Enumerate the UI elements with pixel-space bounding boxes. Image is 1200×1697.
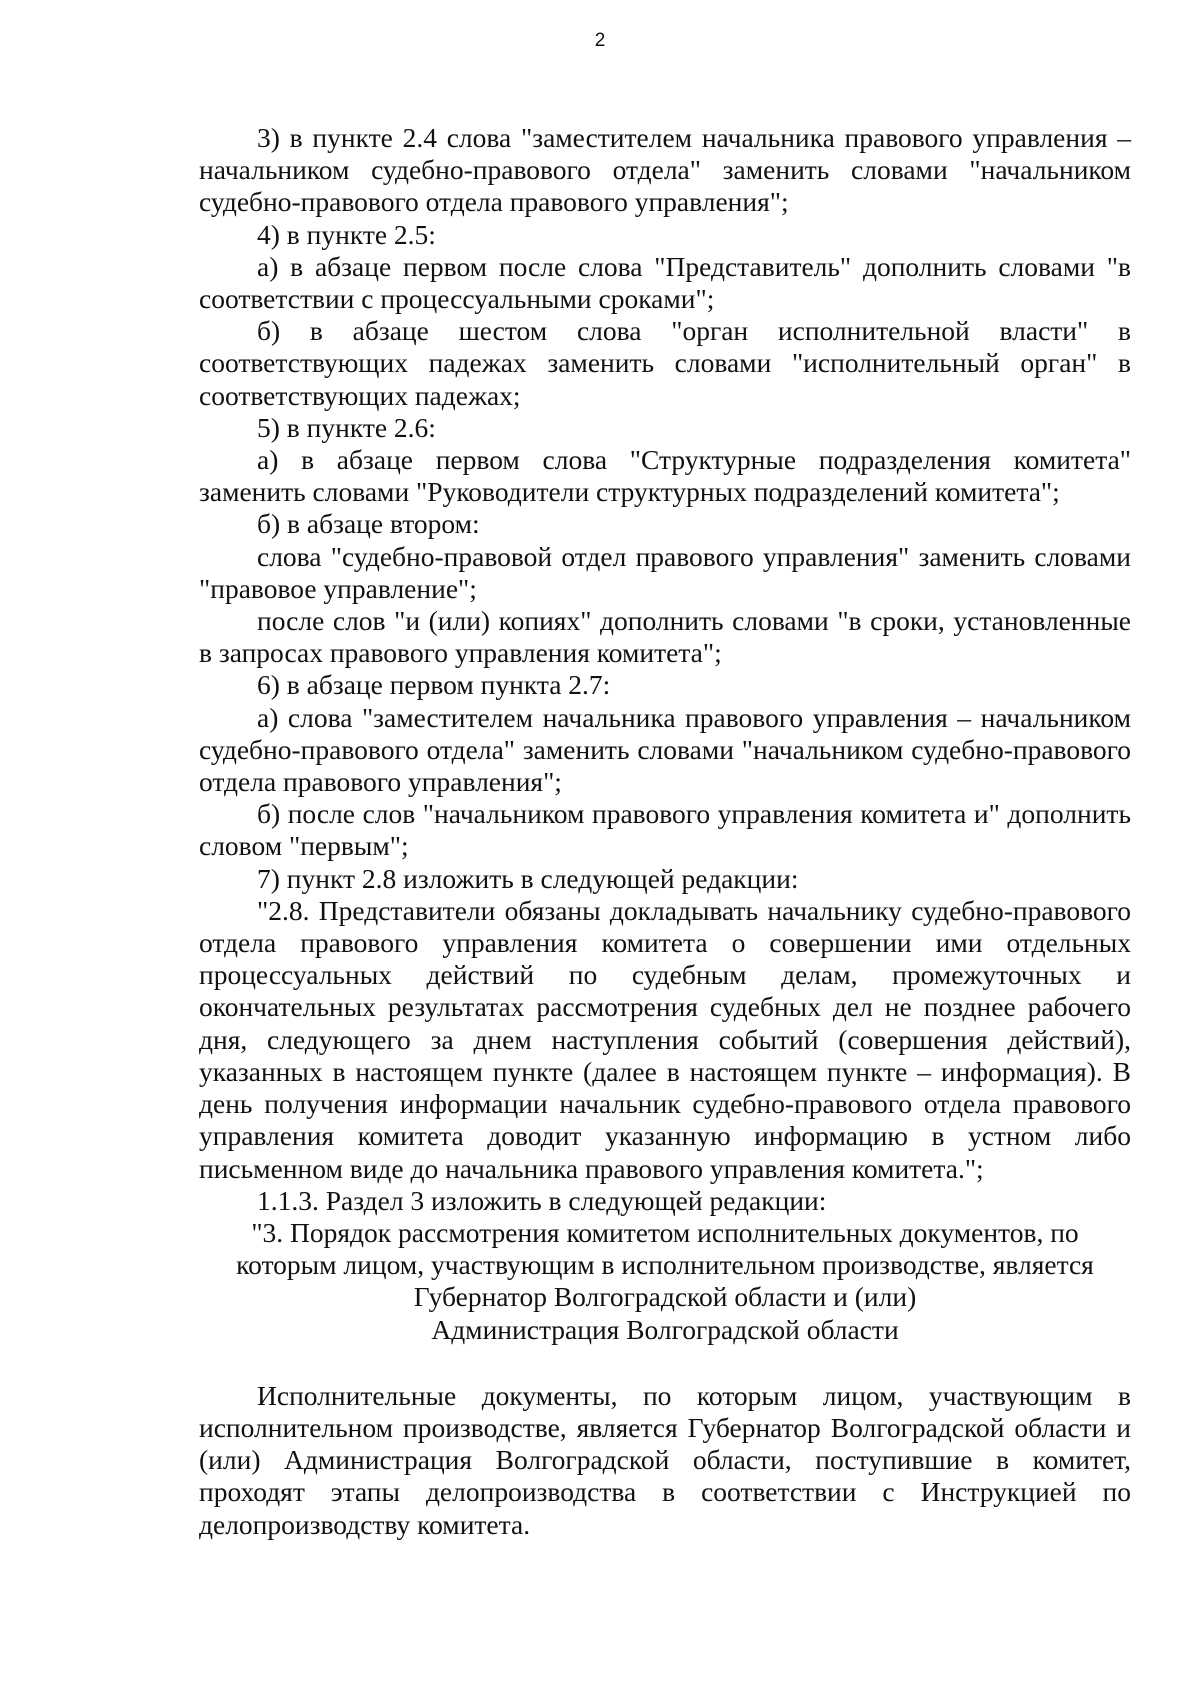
section-heading-line: Администрация Волгоградской области [431, 1313, 899, 1345]
paragraph: 6) в абзаце первом пункта 2.7: [257, 669, 611, 701]
section-heading-line: которым лицом, участвующим в исполнительном производстве, является [236, 1249, 1094, 1281]
section-heading-line: "3. Порядок рассмотрения комитетом исполнительных документов, по [251, 1216, 1079, 1248]
paragraph: б) в абзаце втором: [257, 508, 480, 540]
paragraph: слова "судебно-правовой отдел правового управления" заменить словами "правовое управление"; [199, 540, 1131, 604]
paragraph: 4) в пункте 2.5: [257, 218, 436, 250]
paragraph: 7) пункт 2.8 изложить в следующей редакции: [257, 862, 799, 894]
paragraph: "2.8. Представители обязаны докладывать начальнику судебно-правового отдела правового управления комитета о совершении ими отдельных процессуальных действий по судебным делам, промежуточных и окончательных результатах рассмотрения судебных дел не позднее рабочего дня, следующего за днем наступления событий (совершения действий), указанных в настоящем пункте (далее в настоящем пункте – информация). В день получения информации начальник судебно-правового отдела правового управления комитета доводит указанную информацию в устном либо письменном виде до начальника правового управления комитета."; [199, 894, 1131, 1184]
paragraph: 3) в пункте 2.4 слова "заместителем начальника правового управления – начальником судебно-правового отдела" заменить словами "начальником судебно-правового отдела правового управления"; [199, 122, 1131, 218]
paragraph: а) слова "заместителем начальника правового управления – начальником судебно-правового отдела" заменить словами "начальником судебно-правового отдела правового управления"; [199, 701, 1131, 798]
section-heading [199, 1217, 1131, 1346]
paragraph: 5) в пункте 2.6: [257, 411, 436, 443]
paragraph: б) в абзаце шестом слова "орган исполнительной власти" в соответствующих падежах заменить словами "исполнительный орган" в соответствующих падежах; [199, 315, 1131, 411]
document-body [199, 122, 1131, 1541]
section-heading-line: Губернатор Волгоградской области и (или) [413, 1281, 917, 1313]
paragraph: б) после слов "начальником правового управления комитета и" дополнить словом "первым"; [199, 798, 1131, 862]
paragraph: а) в абзаце первом после слова "Представитель" дополнить словами "в соответствии с процессуальными сроками"; [199, 250, 1131, 315]
spacer [199, 1346, 1131, 1380]
closing-paragraph: Исполнительные документы, по которым лицом, участвующим в исполнительном производстве, является Губернатор Волгоградской области и (или) Администрация Волгоградской области, поступившие в комитет, проходят этапы делопроизводства в соответствии с Инструкцией по делопроизводству комитета. [199, 1379, 1131, 1540]
paragraph: после слов "и (или) копиях" дополнить словами "в сроки, установленные в запросах правового управления комитета"; [199, 605, 1131, 669]
page-number: 2 [594, 30, 606, 51]
paragraph: 1.1.3. Раздел 3 изложить в следующей редакции: [257, 1184, 827, 1216]
paragraph: а) в абзаце первом слова "Структурные подразделения комитета" заменить словами "Руководители структурных подразделений комитета"; [199, 444, 1131, 508]
